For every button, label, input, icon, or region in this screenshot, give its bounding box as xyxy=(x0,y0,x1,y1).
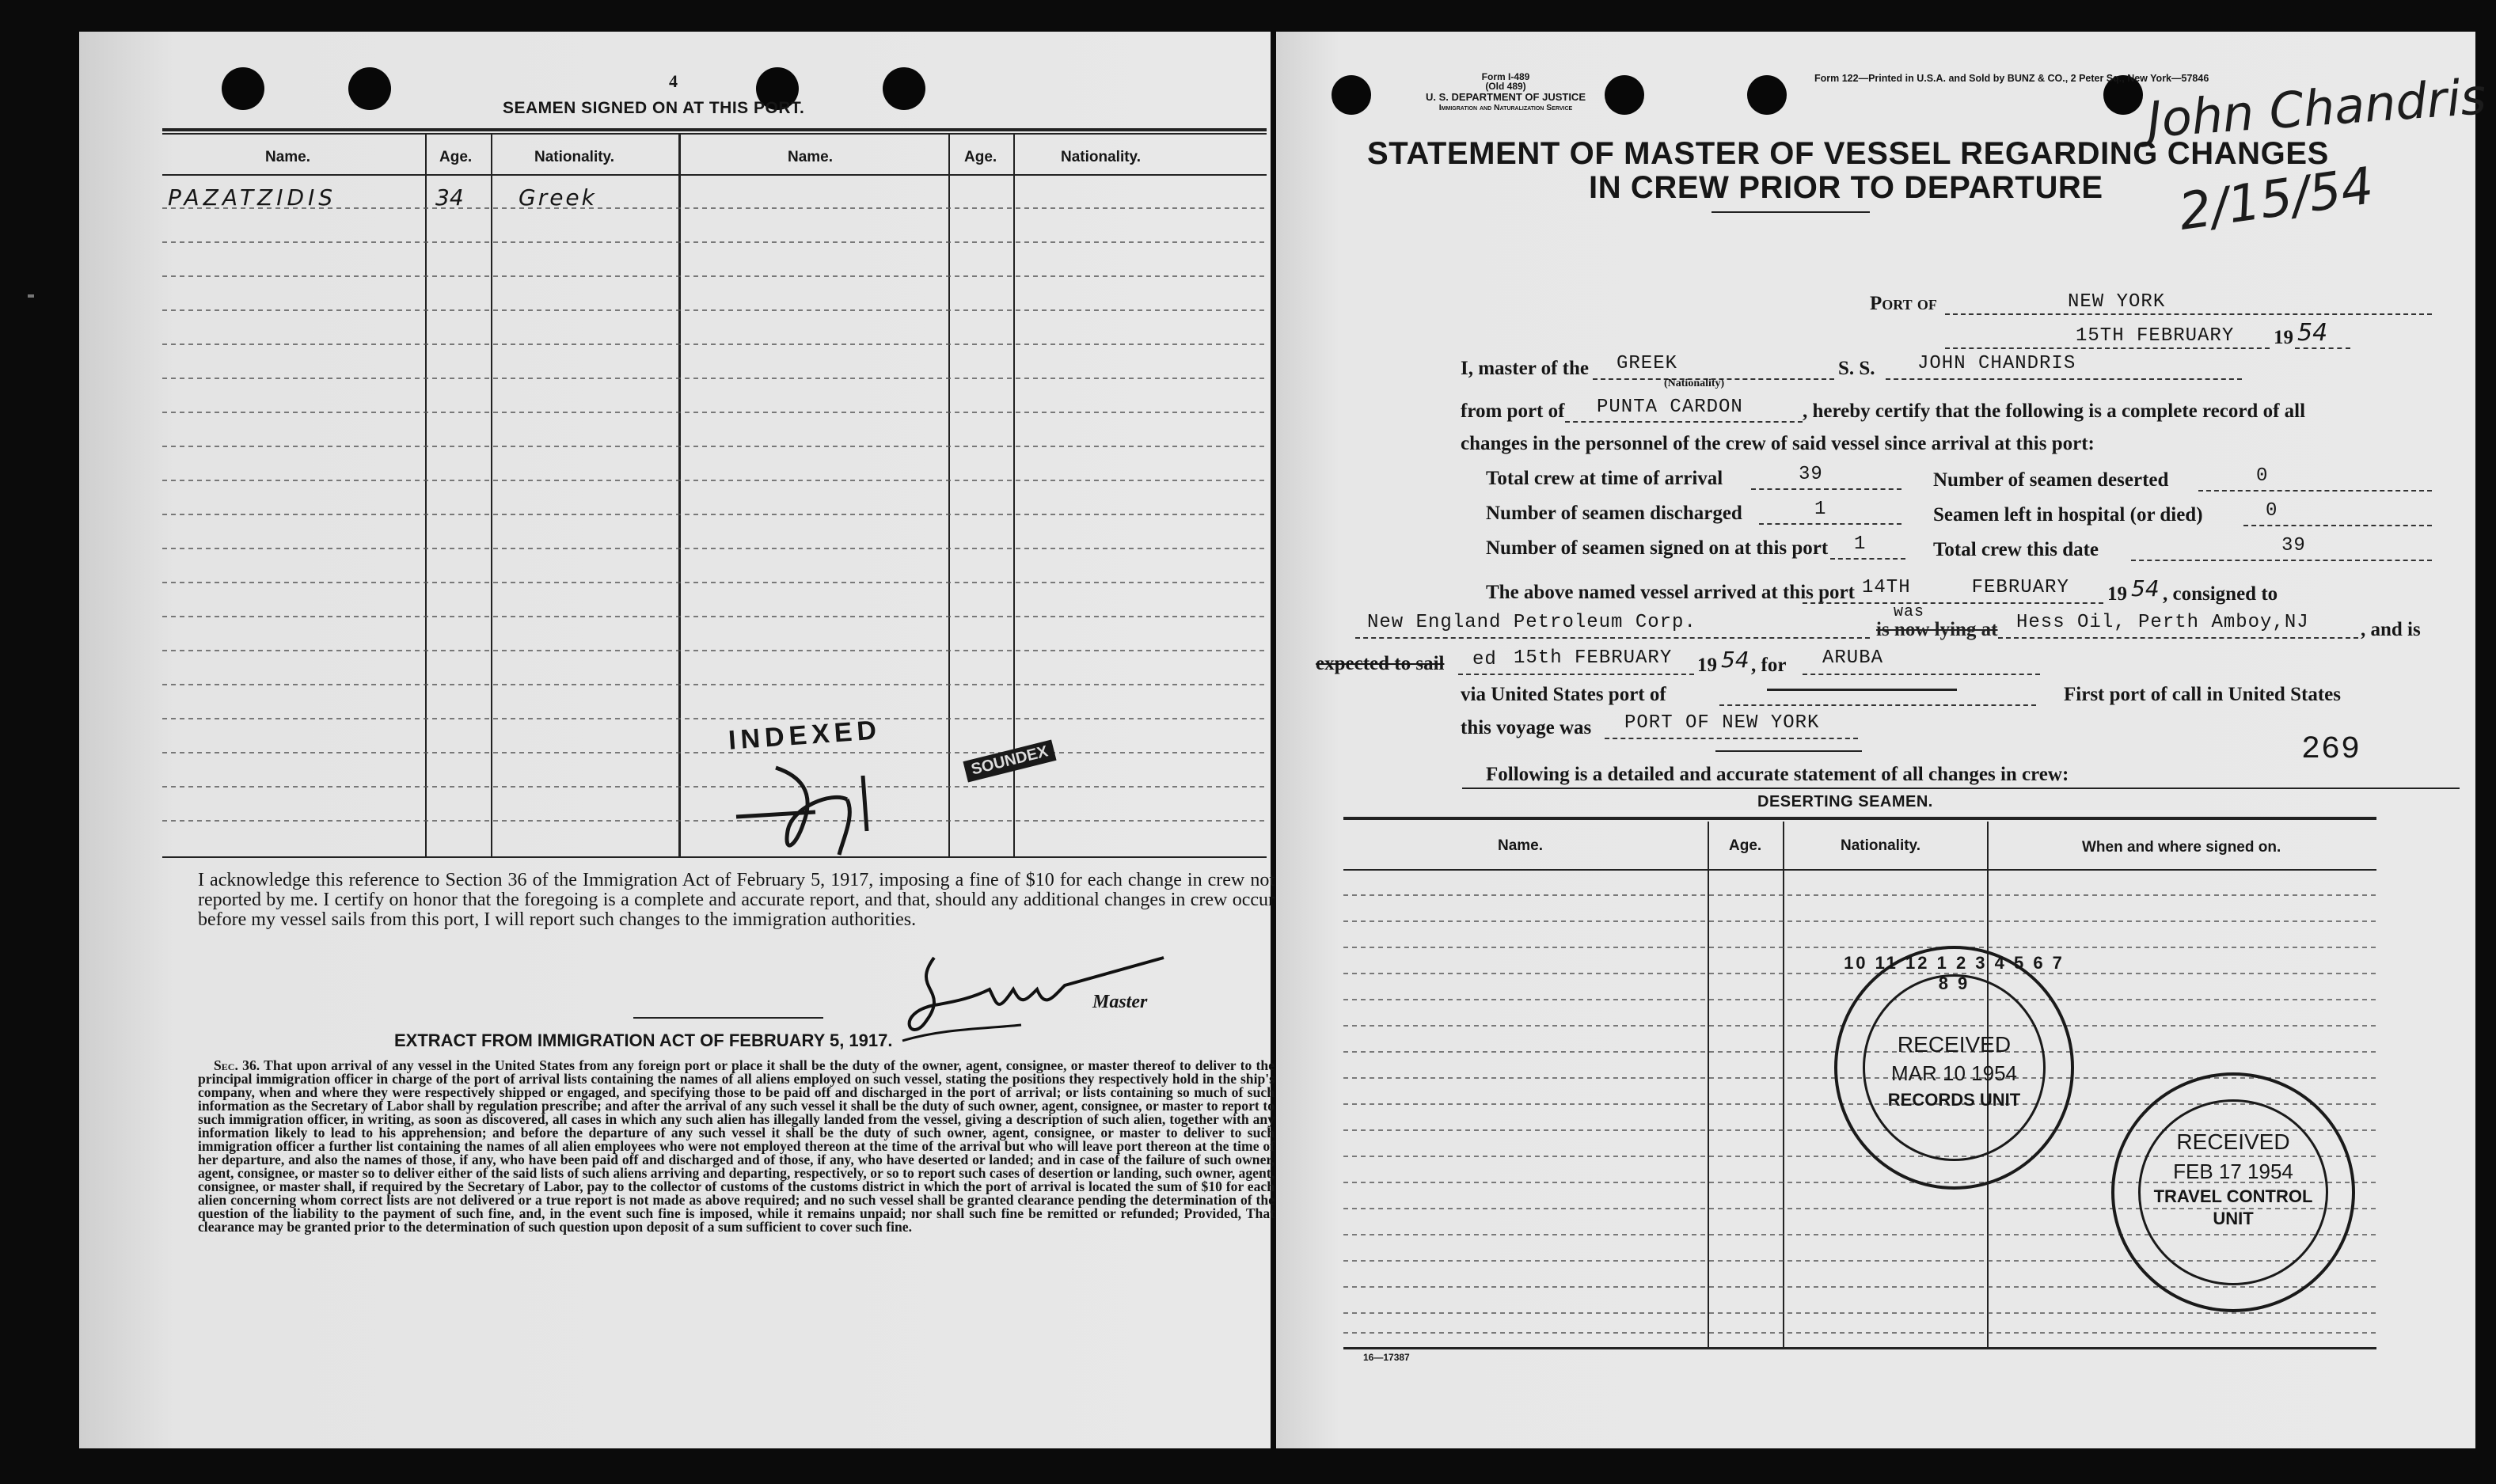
stat-value-arrival: 39 xyxy=(1799,464,1823,485)
desert-col-age: Age. xyxy=(1729,837,1762,854)
indexed-stamp: INDEXED xyxy=(727,715,883,756)
sail-year: 54 xyxy=(1721,647,1749,673)
stat-value-discharged: 1 xyxy=(1814,499,1827,520)
punch-hole xyxy=(348,67,391,110)
stat-value-signed-on: 1 xyxy=(1854,533,1867,555)
page-number: 4 xyxy=(669,71,678,91)
col-header-age-2: Age. xyxy=(964,149,997,165)
punch-hole xyxy=(1747,75,1787,115)
nationality-value: GREEK xyxy=(1617,353,1678,374)
row-name: PAZATZIDIS xyxy=(168,184,337,211)
vessel-value: JOHN CHANDRIS xyxy=(1917,353,2076,374)
handwritten-name: John Chandris xyxy=(2145,67,2488,149)
row-age: 34 xyxy=(435,184,464,211)
punch-hole xyxy=(222,67,264,110)
sail-year-prefix: 19 xyxy=(1697,655,1717,676)
initials-signature xyxy=(728,744,950,863)
extract-text: That upon arrival of any vessel in the United States from any foreign port or place it shall be the duty of the owner, agent, consignee, or master thereof to deliver to the principal immigration officer in charge of the port of arrival lists containing the names of all aliens employed on such vessel, stating the positions they respectively hold in the ship's company, when and where they were respectively shipped or engaged, and specifying those to be paid off and discharged in the port of arrival; or lists containing so much of such information as the Secretary of Labor shall by regulation prescribe; and after the arrival of any such vessel it shall be the duty of such owner, agent, consignee, or master to report to such immigration officer, in writing, as soon as discovered, all cases in which any such alien has illegally landed from the vessel, giving a description of such alien, together with any information likely to lead to his apprehension; and before the departure of any such vessel it shall be the duty of such owner, agent, consignee, or master to deliver to such immigration officer a further list containing the names of all alien employees who were not employed thereon at the time of the arrival but who will leave port thereon at the time of her departure, and also the names of those, if any, who have been paid off and discharged and of those, if any, who have deserted or landed; and in case of the failure of such owner, agent, consignee, or master so to deliver either of the said lists of such aliens arriving and departing, respectively, or so to report such cases of desertion or landing, such owner, agent, consignee, or master shall, if required by the Secretary of Labor, pay to the collector of customs of the customs district in which the port of arrival is located the sum of $10 for each alien concerning whom correct lists are not delivered or a true report is not made as above required; and no such vessel shall be granted clearance pending the determination of the question of the liability to the payment of such fine, and, in the event such fine is imposed, while it remains unpaid; nor shall such fine be remitted or refunded; Provided, That clearance may be granted prior to the determination of such question upon deposit of a sum sufficient to cover such fine. xyxy=(198,1057,1275,1235)
section-title: SEAMEN SIGNED ON AT THIS PORT. xyxy=(503,99,805,117)
consigned-label: , consigned to xyxy=(2163,583,2278,605)
form-number: Form I-489 xyxy=(1481,71,1530,82)
sailed-suffix: ed xyxy=(1472,649,1497,670)
certify-text2: changes in the personnel of the crew of said vessel since arrival at this port: xyxy=(1461,433,2095,454)
punch-hole xyxy=(1332,75,1371,115)
extract-lead: Sec. 36. xyxy=(214,1057,260,1073)
col-header-nationality: Nationality. xyxy=(534,149,614,165)
acknowledgement-text: I acknowledge this reference to Section 36 of the Immigration Act of February 5, 1917, imposing a fine of $10 for each change in crew not reported by me. I certify on honor that the foregoing is a complete and accurate report, and that, should any additional changes in crew occur before my vessel sails from this port, I will report such changes to the immigration authorities. xyxy=(198,870,1275,930)
voyage-label: this voyage was xyxy=(1461,717,1592,738)
footer-code: 16—17387 xyxy=(1363,1352,1410,1363)
stat-label-discharged: Number of seamen discharged xyxy=(1486,503,1742,524)
first-port-label: First port of call in United States xyxy=(2064,684,2341,705)
stat-label-arrival: Total crew at time of arrival xyxy=(1486,468,1723,489)
lying-value: Hess Oil, Perth Amboy,NJ xyxy=(2016,612,2309,633)
stamp2-date: FEB 17 1954 xyxy=(2173,1159,2293,1183)
was-text: was xyxy=(1894,603,1925,621)
via-label: via United States port of xyxy=(1461,684,1666,705)
deserting-title: DESERTING SEAMEN. xyxy=(1757,793,1933,810)
arrived-year: 54 xyxy=(2131,575,2160,602)
col-header-name: Name. xyxy=(265,149,311,165)
printer-line: Form 122—Printed in U.S.A. and Sold by BUNZ & CO., 2 Peter Sq., New York—57846 xyxy=(1814,73,2209,84)
extract-title: EXTRACT FROM IMMIGRATION ACT OF FEBRUARY 5, 1917. xyxy=(394,1030,893,1050)
received-stamp-travel xyxy=(2111,1072,2355,1312)
department: U. S. DEPARTMENT OF JUSTICE xyxy=(1426,91,1586,103)
port-label: Port of xyxy=(1870,293,1937,314)
punch-hole xyxy=(883,67,925,110)
expected-label: expected to sail xyxy=(1316,653,1445,674)
stat-value-deserted: 0 xyxy=(2256,465,2269,487)
sail-value: 15th FEBRUARY xyxy=(1514,647,1673,669)
row-nationality: Greek xyxy=(519,184,597,211)
right-page xyxy=(1276,32,2488,1448)
handwritten-date: 2/15/54 xyxy=(2175,157,2377,242)
consignee-value: New England Petroleum Corp. xyxy=(1367,612,1696,633)
from-port-label: from port of xyxy=(1461,400,1565,422)
stamp2-unit: TRAVEL CONTROL xyxy=(2153,1186,2313,1206)
form-old: (Old 489) xyxy=(1485,81,1526,92)
certify-text: , hereby certify that the following is a complete record of all xyxy=(1803,400,2306,422)
title-line1: STATEMENT OF MASTER OF VESSEL REGARDING CHANGES xyxy=(1367,136,2329,171)
stat-label-total: Total crew this date xyxy=(1933,539,2099,560)
received-stamp-records xyxy=(1834,946,2074,1190)
master-label: Master xyxy=(1092,992,1148,1012)
col-header-name-2: Name. xyxy=(788,149,834,165)
service: Immigration and Naturalization Service xyxy=(1438,103,1573,112)
desert-col-name: Name. xyxy=(1498,837,1544,854)
left-page xyxy=(79,32,1275,1448)
stamp-unit: RECORDS UNIT xyxy=(1887,1090,2021,1110)
master-of-label: I, master of the xyxy=(1461,358,1589,379)
year-value: 54 xyxy=(2297,319,2328,347)
ss-label: S. S. xyxy=(1838,358,1875,379)
stat-label-hospital: Seamen left in hospital (or died) xyxy=(1933,504,2203,526)
extract-body xyxy=(198,1059,1275,1234)
year-prefix: 19 xyxy=(2274,327,2293,348)
and-is: , and is xyxy=(2361,619,2421,640)
arrived-year-prefix: 19 xyxy=(2107,583,2127,605)
stamp2-received: RECEIVED xyxy=(2176,1129,2290,1154)
col-header-nationality-2: Nationality. xyxy=(1061,149,1141,165)
lying-label: is now lying at xyxy=(1876,619,1998,640)
row-guides xyxy=(162,174,1267,856)
edge-mark xyxy=(28,294,34,298)
desert-col-nationality: Nationality. xyxy=(1841,837,1920,854)
arrived-value: 14TH FEBRUARY xyxy=(1862,577,2069,598)
desert-col-signed-on: When and where signed on. xyxy=(2082,839,2281,856)
stat-value-hospital: 0 xyxy=(2266,500,2278,522)
number-269: 269 xyxy=(2301,732,2361,768)
date-value: 15TH FEBRUARY xyxy=(2076,325,2235,347)
stat-value-total: 39 xyxy=(2281,535,2306,556)
for-label: , for xyxy=(1751,655,1787,676)
arrived-label: The above named vessel arrived at this port xyxy=(1486,582,1855,603)
stamp2-unit2: UNIT xyxy=(2213,1209,2254,1228)
stat-label-deserted: Number of seamen deserted xyxy=(1933,469,2169,491)
following-label: Following is a detailed and accurate statement of all changes in crew: xyxy=(1486,764,2069,785)
from-port-value: PUNTA CARDON xyxy=(1597,397,1743,418)
stamp-date: MAR 10 1954 xyxy=(1891,1061,2017,1085)
title-line2: IN CREW PRIOR TO DEPARTURE xyxy=(1589,170,2103,205)
col-header-age: Age. xyxy=(439,149,473,165)
stamp-dial-numbers: 10 11 12 1 2 3 4 5 6 7 8 9 xyxy=(1844,953,2065,993)
stat-label-signed-on: Number of seamen signed on at this port xyxy=(1486,537,1829,559)
stamp-received: RECEIVED xyxy=(1897,1032,2012,1057)
nationality-caption: (Nationality) xyxy=(1664,378,1725,389)
voyage-value: PORT OF NEW YORK xyxy=(1624,712,1820,734)
soundex-stamp: SOUNDEX xyxy=(963,740,1056,783)
port-value: NEW YORK xyxy=(2068,291,2166,313)
for-value: ARUBA xyxy=(1822,647,1884,669)
